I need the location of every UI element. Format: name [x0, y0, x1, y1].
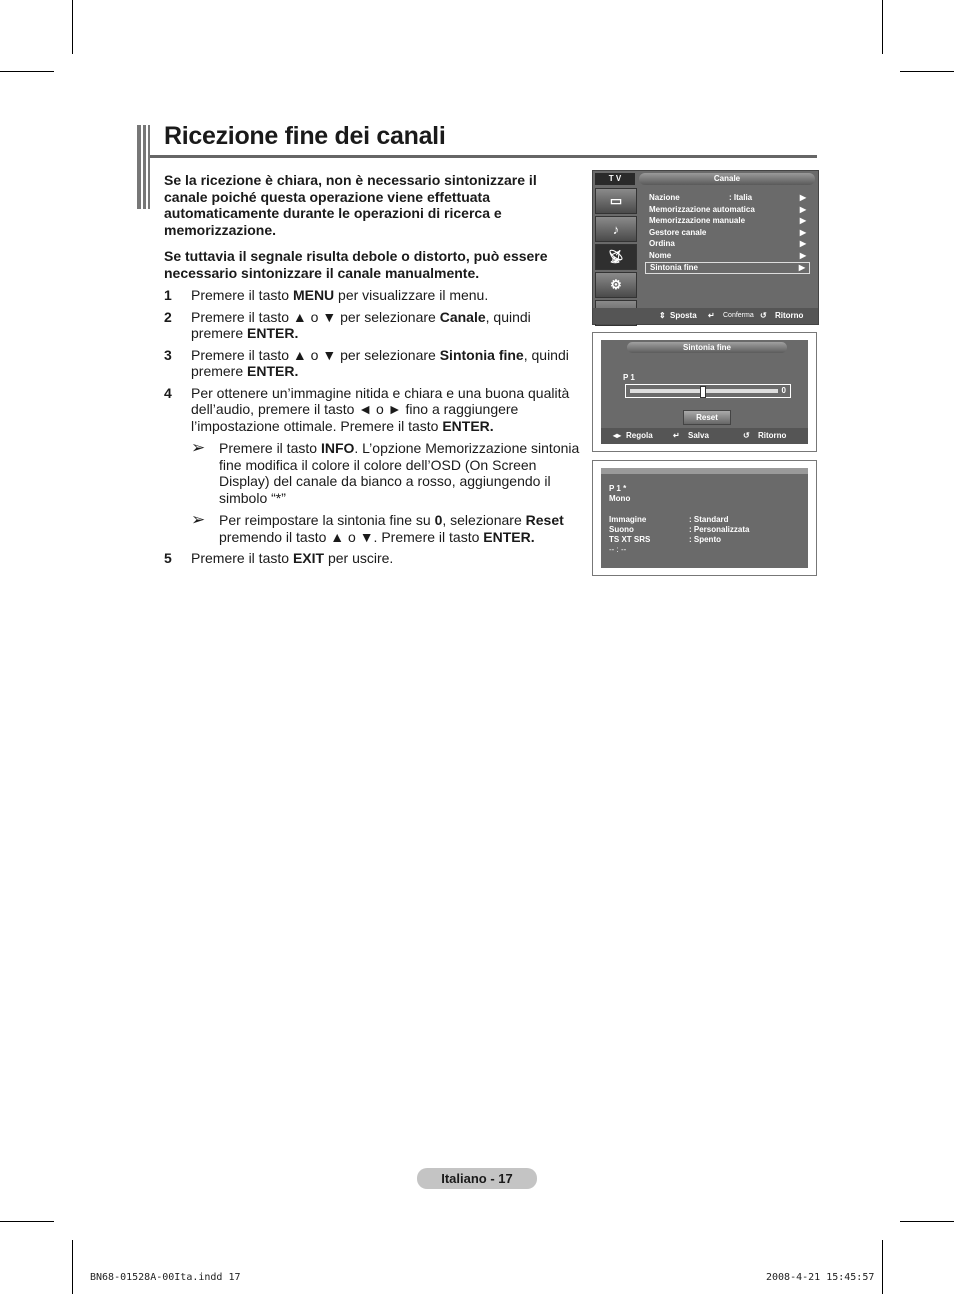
info-value: : Spento [689, 535, 721, 544]
key-name: ENTER. [483, 528, 535, 545]
setup-icon[interactable]: ⚙ [595, 272, 637, 298]
step-number: 3 [164, 346, 172, 363]
intro-paragraph: Se la ricezione è chiara, non è necessario sintonizzare il canale poiché questa operazione viene effettuata automaticamente durante le operazioni di ricerca e memorizzazione. [164, 172, 537, 238]
info-label: Suono [609, 525, 634, 534]
crop-mark [0, 1221, 54, 1222]
clock: -- : -- [609, 545, 627, 554]
channel-icon[interactable]: 📡︎ [595, 244, 637, 270]
crop-mark [900, 1221, 954, 1222]
menu-item[interactable]: Nome ▶ [649, 250, 806, 260]
osd-fine-tune [601, 340, 808, 444]
info-label: Immagine [609, 515, 647, 524]
step-text: Premere il tasto ▲ o ▼ per selezionare [191, 346, 440, 363]
reset-button[interactable]: Reset [683, 410, 731, 425]
footer-move: Sposta [670, 311, 697, 320]
menu-item[interactable]: Nazione : Italia ▶ [649, 193, 806, 202]
osd-icon-column [595, 188, 637, 316]
osd-info-frame [592, 460, 817, 576]
arrow-right-icon: ▶ [799, 193, 806, 202]
picture-icon[interactable]: ▭ [595, 188, 637, 214]
step [164, 385, 584, 435]
key-name: ENTER. [442, 417, 494, 434]
footer-adjust: Regola [626, 431, 653, 440]
step-number: 5 [164, 550, 172, 566]
key-name: ENTER. [247, 325, 299, 341]
option-name: Reset [525, 512, 564, 528]
menu-name: Canale [439, 308, 486, 325]
key-name: EXIT [292, 550, 325, 566]
step-text: Premere il tasto [191, 550, 293, 566]
sound-icon[interactable]: ♪ [595, 216, 637, 242]
step-text: per visualizzare il menu. [334, 287, 489, 303]
footer-save: Salva [688, 431, 709, 440]
step-text: Premere il tasto [191, 287, 293, 303]
return-icon: ↺ [760, 311, 767, 320]
step [164, 287, 584, 304]
osd-footer [601, 428, 808, 444]
page-title: Ricezione fine dei canali [164, 122, 446, 150]
step [164, 347, 584, 380]
info-label: TS XT SRS [609, 535, 651, 544]
osd-header: Canale [639, 173, 815, 185]
slider-value: 0 [781, 386, 786, 395]
slug-file: BN68-01528A-00Ita.indd 17 [90, 1272, 241, 1283]
crop-mark [882, 1240, 883, 1294]
enter-icon: ↵ [708, 311, 715, 320]
step-number: 2 [164, 308, 172, 325]
step-number: 4 [164, 384, 172, 401]
step-text: Premere il tasto ▲ o ▼ per selezionare [191, 308, 440, 325]
footer-confirm: Conferma [723, 312, 754, 319]
note-text: Per reimpostare la sintonia fine su [219, 512, 435, 528]
arrow-right-icon: ▶ [799, 239, 806, 249]
note-arrow-icon: ➢ [191, 438, 206, 457]
value-name: 0 [434, 512, 443, 528]
step [164, 550, 584, 567]
updown-icon: ⇕ [659, 311, 666, 320]
enter-icon: ↵ [673, 431, 680, 440]
arrow-right-icon: ▶ [799, 227, 806, 237]
arrow-right-icon: ▶ [799, 204, 806, 214]
note-text: , selezionare [442, 512, 526, 528]
note [191, 440, 584, 506]
tv-label: T V [595, 173, 635, 185]
menu-name: Sintonia fine [439, 346, 524, 363]
program-number: P 1 [623, 373, 635, 382]
osd-menu-list [645, 192, 810, 274]
menu-item-selected[interactable]: Sintonia fine ▶ [645, 262, 810, 274]
note-text: . L’opzione Memorizzazione sintonia fine modifica il colore il colore dell’OSD (On Screen Display) del canale da bianco a rosso, aggiungendo il simbolo “*” [219, 440, 580, 506]
osd-top-bar [601, 468, 808, 474]
osd-info [601, 468, 808, 568]
crop-mark [72, 0, 73, 54]
menu-item[interactable]: Memorizzazione manuale ▶ [649, 216, 806, 226]
page-number: Italiano - 17 [417, 1168, 537, 1189]
osd-fine-tune-frame [592, 332, 817, 452]
arrow-right-icon: ▶ [799, 216, 806, 226]
title-rule [150, 155, 817, 158]
slug-date: 2008-4-21 15:45:57 [766, 1272, 875, 1283]
key-name: INFO [320, 440, 355, 456]
intro-paragraph: Se tuttavia il segnale risulta debole o distorto, può essere necessario sintonizzare il canale manualmente. [164, 248, 548, 281]
arrow-right-icon: ▶ [799, 250, 806, 260]
footer-back: Ritorno [775, 311, 804, 320]
note-text: premendo il tasto ▲ o ▼. Premere il tasto [219, 528, 484, 545]
fine-tune-slider[interactable] [625, 384, 791, 398]
crop-mark [0, 71, 54, 72]
step [164, 309, 584, 342]
slider-handle[interactable] [700, 386, 706, 398]
info-value: : Personalizzata [689, 525, 750, 534]
program-number: P 1 * [609, 484, 627, 493]
return-icon: ↺ [743, 431, 750, 440]
leftright-icon: ◂▸ [613, 431, 622, 440]
footer-back: Ritorno [758, 431, 787, 440]
key-name: MENU [292, 287, 335, 303]
step-text: per uscire. [324, 550, 394, 566]
step-number: 1 [164, 287, 172, 303]
key-name: ENTER. [247, 363, 299, 379]
crop-mark [882, 0, 883, 54]
arrow-right-icon: ▶ [798, 262, 805, 272]
osd-footer [593, 308, 818, 324]
step-text: Per ottenere un’immagine nitida e chiara e una buona qualità dell’audio, premere il tasto ◄ o ► fino a raggiungere l’impostazione ottimale. Premere il tasto [191, 384, 570, 434]
note [191, 512, 584, 545]
menu-item[interactable]: Memorizzazione automatica ▶ [649, 204, 806, 214]
info-value: : Standard [689, 515, 729, 524]
instructions [164, 172, 584, 567]
osd-channel-menu [592, 170, 819, 325]
crop-mark [72, 1240, 73, 1294]
step-text: , quindi premere [191, 346, 569, 379]
crop-mark [900, 71, 954, 72]
step-text: , quindi premere [191, 308, 531, 341]
menu-item[interactable]: Ordina ▶ [649, 239, 806, 249]
menu-item[interactable]: Gestore canale ▶ [649, 227, 806, 237]
osd-header: Sintonia fine [627, 342, 787, 353]
audio-mode: Mono [609, 494, 631, 503]
note-text: Premere il tasto [219, 440, 321, 456]
note-arrow-icon: ➢ [191, 510, 206, 529]
